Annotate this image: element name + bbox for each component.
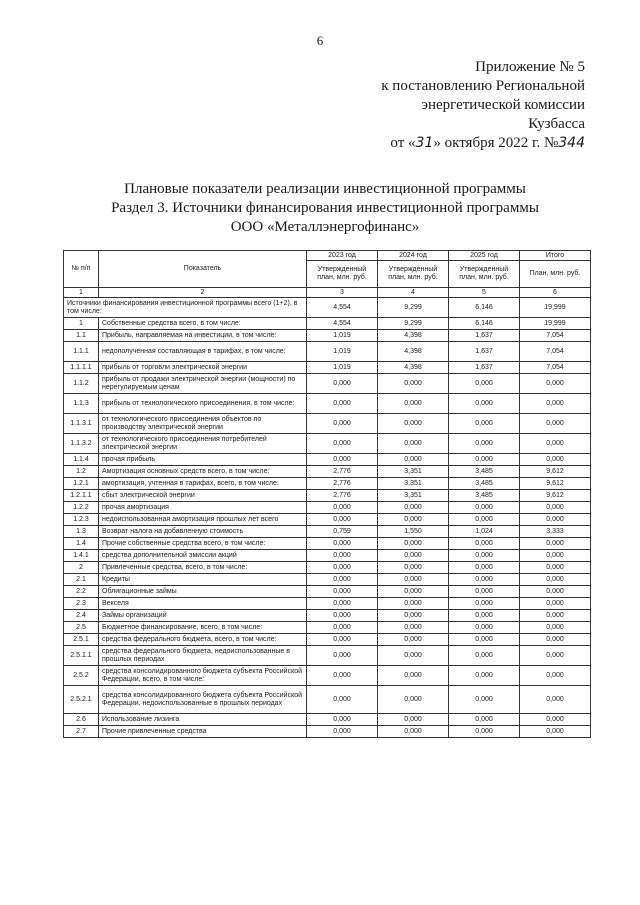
row-value: 0,000 <box>520 394 591 414</box>
row-name: Облигационные займы <box>99 586 307 598</box>
date-middle: » октября 2022 г. № <box>433 135 559 151</box>
row-value: 3,485 <box>449 466 520 478</box>
row-value: 0,000 <box>307 574 378 586</box>
row-number: 1.2.3 <box>64 514 99 526</box>
row-name: Амортизация основных средств всего, в том числе: <box>99 466 307 478</box>
row-number: 1 <box>64 318 99 330</box>
row-name: средства консолидированного бюджета субъекта Российской Федерации, всего, в том числе: <box>99 666 307 686</box>
table-row <box>64 610 591 622</box>
table-row <box>64 362 591 374</box>
header-name: Показатель <box>99 251 307 288</box>
row-value: 0,000 <box>520 550 591 562</box>
row-value: 0,000 <box>520 574 591 586</box>
row-value: 1,019 <box>307 330 378 342</box>
table-row <box>64 666 591 686</box>
row-number: 1.2 <box>64 466 99 478</box>
row-number: 2.2 <box>64 586 99 598</box>
row-value: 3,485 <box>449 490 520 502</box>
table-row <box>64 414 591 434</box>
row-value: 0,000 <box>378 634 449 646</box>
row-value: 2,776 <box>307 478 378 490</box>
table-row <box>64 454 591 466</box>
column-index: 1 <box>64 288 99 298</box>
row-name: Прибыль, направляемая на инвестиции, в том числе: <box>99 330 307 342</box>
row-value: 1,019 <box>307 342 378 362</box>
row-value: 0,000 <box>449 538 520 550</box>
row-value: 0,000 <box>378 454 449 466</box>
row-value: 7,054 <box>520 362 591 374</box>
row-value: 7,054 <box>520 330 591 342</box>
row-value: 0,000 <box>449 686 520 714</box>
row-name: недополученная составляющая в тарифах, в том числе: <box>99 342 307 362</box>
row-value: 4,554 <box>307 298 378 318</box>
row-value: 0,000 <box>378 598 449 610</box>
row-value: 0,000 <box>520 622 591 634</box>
row-name: Кредиты <box>99 574 307 586</box>
row-number: 2.5.2.1 <box>64 686 99 714</box>
row-value: 0,000 <box>449 394 520 414</box>
header-plan: Утвержденный план, млн. руб. <box>378 261 449 288</box>
table-row <box>64 622 591 634</box>
row-value: 0,000 <box>449 562 520 574</box>
table-row <box>64 466 591 478</box>
table-row <box>64 634 591 646</box>
row-value: 0,000 <box>520 502 591 514</box>
header-year: 2024 год <box>378 251 449 261</box>
row-value: 4,398 <box>378 342 449 362</box>
row-value: 0,000 <box>307 514 378 526</box>
row-value: 0,000 <box>520 434 591 454</box>
row-value: 0,000 <box>307 394 378 414</box>
row-value: 0,000 <box>378 562 449 574</box>
table-row <box>64 502 591 514</box>
row-value: 9,299 <box>378 318 449 330</box>
row-value: 0,000 <box>307 414 378 434</box>
row-number: 2.5.1 <box>64 634 99 646</box>
table-row <box>64 562 591 574</box>
row-value: 1,637 <box>449 362 520 374</box>
row-value: 0,000 <box>449 610 520 622</box>
row-value: 0,000 <box>520 686 591 714</box>
table-row <box>64 434 591 454</box>
row-value: 0,000 <box>449 598 520 610</box>
row-value: 0,000 <box>449 574 520 586</box>
row-value: 0,000 <box>520 514 591 526</box>
row-value: 0,759 <box>307 526 378 538</box>
financing-table <box>63 250 591 738</box>
row-value: 0,000 <box>378 394 449 414</box>
table-row <box>64 514 591 526</box>
row-value: 0,000 <box>449 434 520 454</box>
row-number: 2.5.1.1 <box>64 646 99 666</box>
row-value: 9,299 <box>378 298 449 318</box>
row-value: 19,999 <box>520 318 591 330</box>
header-total: Итого <box>520 251 591 261</box>
table-row <box>64 374 591 394</box>
column-index: 5 <box>449 288 520 298</box>
header-index-row <box>64 288 591 298</box>
row-value: 1,024 <box>449 526 520 538</box>
row-value: 0,000 <box>378 374 449 394</box>
title-line: ООО «Металлэнергофинанс» <box>230 219 420 235</box>
column-index: 2 <box>99 288 307 298</box>
row-value: 0,000 <box>307 538 378 550</box>
row-name: прочая прибыль <box>99 454 307 466</box>
row-value: 0,000 <box>307 454 378 466</box>
table-row <box>64 478 591 490</box>
row-value: 3,351 <box>378 466 449 478</box>
row-name: средства федерального бюджета, недоиспользованные в прошлых периодах <box>99 646 307 666</box>
row-name: Использование лизинга <box>99 714 307 726</box>
row-number: 2.4 <box>64 610 99 622</box>
row-name: Прочие привлеченные средства <box>99 726 307 738</box>
table-row <box>64 394 591 414</box>
row-value: 0,000 <box>449 586 520 598</box>
header-year: 2025 год <box>449 251 520 261</box>
header-plan: Утвержденный план, млн. руб. <box>449 261 520 288</box>
row-number: 2.7 <box>64 726 99 738</box>
row-name: недоиспользованная амортизация прошлых лет всего <box>99 514 307 526</box>
document-title <box>60 180 590 237</box>
row-name: Привлеченные средства, всего, в том числе: <box>99 562 307 574</box>
row-value: 0,000 <box>378 714 449 726</box>
table-row <box>64 574 591 586</box>
row-value: 0,000 <box>449 550 520 562</box>
table-row <box>64 686 591 714</box>
row-value: 6,146 <box>449 298 520 318</box>
table-row <box>64 714 591 726</box>
table-row <box>64 598 591 610</box>
row-value: 0,000 <box>378 646 449 666</box>
row-name: средства дополнительной эмиссии акций <box>99 550 307 562</box>
table-row <box>64 550 591 562</box>
appendix-line: Приложение № 5 <box>475 59 585 75</box>
row-value: 0,000 <box>520 634 591 646</box>
row-value: 4,554 <box>307 318 378 330</box>
row-value: 0,000 <box>520 646 591 666</box>
row-value: 0,000 <box>378 686 449 714</box>
row-value: 3,351 <box>378 478 449 490</box>
row-value: 0,000 <box>520 726 591 738</box>
date-prefix: от « <box>390 135 416 151</box>
row-value: 0,000 <box>307 598 378 610</box>
row-value: 0,000 <box>307 502 378 514</box>
row-name: прибыль от торговли электрической энергии <box>99 362 307 374</box>
row-value: 0,000 <box>378 502 449 514</box>
table-row <box>64 726 591 738</box>
row-value: 0,000 <box>378 414 449 434</box>
row-value: 0,000 <box>307 434 378 454</box>
row-value: 1,019 <box>307 362 378 374</box>
row-value: 6,146 <box>449 318 520 330</box>
row-name: Векселя <box>99 598 307 610</box>
row-number: 1.3 <box>64 526 99 538</box>
row-value: 0,000 <box>449 634 520 646</box>
row-value: 0,000 <box>307 714 378 726</box>
table-row <box>64 490 591 502</box>
table-row <box>64 586 591 598</box>
row-value: 0,000 <box>449 514 520 526</box>
appendix-date <box>325 134 585 153</box>
row-number: 2.5 <box>64 622 99 634</box>
row-value: 0,000 <box>307 686 378 714</box>
row-value: 0,000 <box>307 550 378 562</box>
row-value: 0,000 <box>378 666 449 686</box>
row-value: 0,000 <box>378 538 449 550</box>
table-row <box>64 538 591 550</box>
row-value: 0,000 <box>520 374 591 394</box>
row-value: 0,000 <box>449 374 520 394</box>
row-value: 9,612 <box>520 478 591 490</box>
row-value: 0,000 <box>520 538 591 550</box>
handwritten-day: 31 <box>415 135 434 151</box>
row-value: 4,398 <box>378 330 449 342</box>
row-value: 0,000 <box>307 374 378 394</box>
row-value: 0,000 <box>378 574 449 586</box>
page-number: 6 <box>316 33 324 48</box>
column-index: 4 <box>378 288 449 298</box>
row-value: 2,776 <box>307 490 378 502</box>
row-number: 1.1.3.1 <box>64 414 99 434</box>
row-name: Источники финансирования инвестиционной программы всего (1+2), в том числе: <box>64 298 307 318</box>
row-value: 9,612 <box>520 466 591 478</box>
row-name: Собственные средства всего, в том числе: <box>99 318 307 330</box>
row-value: 0,000 <box>307 610 378 622</box>
row-number: 2.1 <box>64 574 99 586</box>
column-index: 6 <box>520 288 591 298</box>
row-number: 1.1.4 <box>64 454 99 466</box>
row-value: 0,000 <box>378 726 449 738</box>
row-number: 2.6 <box>64 714 99 726</box>
row-number: 1.1.3 <box>64 394 99 414</box>
row-value: 0,000 <box>378 434 449 454</box>
row-value: 0,000 <box>307 634 378 646</box>
row-value: 4,398 <box>378 362 449 374</box>
handwritten-number: 344 <box>558 135 585 151</box>
appendix-line: энергетической комиссии <box>421 97 585 113</box>
row-number: 2.5.2 <box>64 666 99 686</box>
row-value: 3,485 <box>449 478 520 490</box>
table-row <box>64 342 591 362</box>
row-value: 0,000 <box>307 726 378 738</box>
row-number: 1.1.3.2 <box>64 434 99 454</box>
row-name: Возврат налога на добавленную стоимость <box>99 526 307 538</box>
row-value: 9,612 <box>520 490 591 502</box>
row-value: 0,000 <box>378 550 449 562</box>
header-year: 2023 год <box>307 251 378 261</box>
appendix-line: к постановлению Региональной <box>381 78 585 94</box>
header-plan: План, млн. руб. <box>520 261 591 288</box>
row-name: от технологического присоединения объектов по производству электрической энергии <box>99 414 307 434</box>
row-number: 1.4.1 <box>64 550 99 562</box>
row-name: прочая амортизация <box>99 502 307 514</box>
row-name: прибыль от технологического присоединения, в том числе: <box>99 394 307 414</box>
row-value: 0,000 <box>449 502 520 514</box>
table-row <box>64 298 591 318</box>
row-value: 0,000 <box>449 454 520 466</box>
row-number: 1.4 <box>64 538 99 550</box>
column-index: 3 <box>307 288 378 298</box>
row-value: 0,000 <box>307 666 378 686</box>
row-value: 0,000 <box>449 646 520 666</box>
row-name: прибыль от продажи электрической энергии (мощности) по нерегулируемым ценам <box>99 374 307 394</box>
row-value: 0,000 <box>307 562 378 574</box>
row-name: Прочие собственные средства всего, в том числе: <box>99 538 307 550</box>
row-number: 1.1 <box>64 330 99 342</box>
row-value: 0,000 <box>307 646 378 666</box>
row-value: 0,000 <box>449 666 520 686</box>
row-value: 0,000 <box>520 454 591 466</box>
row-value: 1,637 <box>449 330 520 342</box>
row-number: 2.3 <box>64 598 99 610</box>
row-value: 3,351 <box>378 490 449 502</box>
row-name: амортизация, учтенная в тарифах, всего, в том числе: <box>99 478 307 490</box>
row-value: 0,000 <box>520 586 591 598</box>
row-value: 7,054 <box>520 342 591 362</box>
row-value: 0,000 <box>307 586 378 598</box>
appendix-line: Кузбасса <box>528 116 585 132</box>
title-line: Раздел 3. Источники финансирования инвестиционной программы <box>111 200 539 216</box>
row-value: 2,776 <box>307 466 378 478</box>
row-value: 0,000 <box>449 726 520 738</box>
row-name: сбыт электрической энергии <box>99 490 307 502</box>
row-value: 0,000 <box>520 610 591 622</box>
table-row <box>64 646 591 666</box>
header-no: № п/п <box>64 251 99 288</box>
row-value: 3,333 <box>520 526 591 538</box>
row-name: Займы организаций <box>99 610 307 622</box>
row-value: 0,000 <box>378 586 449 598</box>
row-value: 0,000 <box>378 622 449 634</box>
row-number: 1.1.1 <box>64 342 99 362</box>
row-name: от технологического присоединения потребителей электрической энергии <box>99 434 307 454</box>
table-row <box>64 526 591 538</box>
appendix-block <box>325 58 585 153</box>
header-years-row <box>64 251 591 261</box>
row-value: 0,000 <box>520 414 591 434</box>
row-value: 19,999 <box>520 298 591 318</box>
row-name: Бюджетное финансирование, всего, в том числе: <box>99 622 307 634</box>
row-number: 1.2.1 <box>64 478 99 490</box>
row-value: 1,637 <box>449 342 520 362</box>
row-value: 0,000 <box>520 714 591 726</box>
row-number: 1.2.1.1 <box>64 490 99 502</box>
row-value: 0,000 <box>520 666 591 686</box>
row-value: 0,000 <box>520 562 591 574</box>
table-row <box>64 318 591 330</box>
row-value: 0,000 <box>449 714 520 726</box>
row-name: средства федерального бюджета, всего, в том числе: <box>99 634 307 646</box>
row-value: 0,000 <box>378 610 449 622</box>
header-plan: Утвержденный план, млн. руб. <box>307 261 378 288</box>
row-value: 0,000 <box>378 514 449 526</box>
title-line: Плановые показатели реализации инвестиционной программы <box>124 181 526 197</box>
row-name: средства консолидированного бюджета субъекта Российской Федерации, недоиспользованные в прошлых периодах <box>99 686 307 714</box>
row-number: 2 <box>64 562 99 574</box>
row-number: 1.2.2 <box>64 502 99 514</box>
row-value: 0,000 <box>307 622 378 634</box>
row-value: 1,550 <box>378 526 449 538</box>
row-number: 1.1.2 <box>64 374 99 394</box>
row-value: 0,000 <box>520 598 591 610</box>
row-value: 0,000 <box>449 622 520 634</box>
row-number: 1.1.1.1 <box>64 362 99 374</box>
table-row <box>64 330 591 342</box>
row-value: 0,000 <box>449 414 520 434</box>
